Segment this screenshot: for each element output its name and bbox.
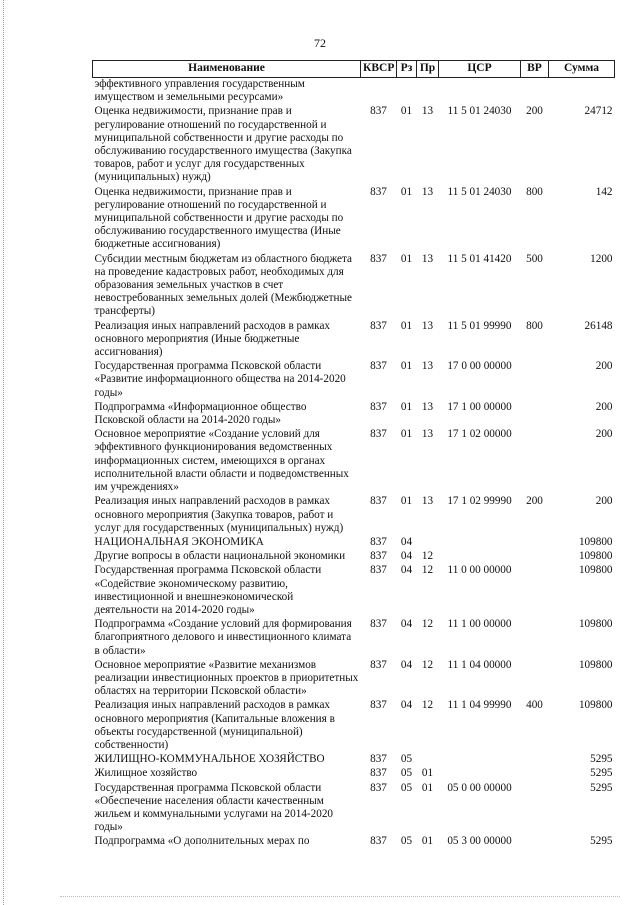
row-name: Жилищное хозяйство (94, 767, 198, 780)
row-rz: 01 (400, 185, 413, 198)
row-name: Основное мероприятие «Создание условий для эффективного функционирования ведомственных информационных систем, имеющихся в органах исполнительной власти области и подведомственных им учреждениях» (94, 428, 349, 494)
row-rz: 01 (400, 400, 413, 413)
row-vr (521, 834, 549, 848)
row-sum: 109800 (578, 564, 613, 577)
row-sum: 5295 (590, 753, 613, 766)
row-kvsr: 837 (370, 658, 387, 671)
row-rz: 04 (400, 550, 413, 563)
row-sum: 5295 (590, 835, 613, 848)
row-csr: 11 5 01 41420 (447, 252, 512, 265)
row-sum: 5295 (590, 781, 613, 794)
row-kvsr: 837 (370, 428, 387, 441)
row-vr: 200 (526, 105, 543, 118)
scan-bottom-line (60, 896, 620, 898)
row-csr (439, 535, 521, 549)
row-name: ЖИЛИЩНО-КОММУНАЛЬНОЕ ХОЗЯЙСТВО (94, 753, 325, 766)
row-kvsr: 837 (370, 835, 387, 848)
row-pr (417, 535, 439, 549)
row-vr: 200 (526, 495, 543, 508)
row-csr: 11 5 01 24030 (447, 105, 512, 118)
row-rz: 01 (400, 428, 413, 441)
row-csr (439, 766, 521, 780)
row-vr (521, 658, 549, 699)
table-row (93, 658, 615, 699)
scan-edge-line (3, 0, 5, 905)
row-pr: 13 (421, 428, 434, 441)
row-pr: 13 (421, 105, 434, 118)
row-pr: 13 (421, 185, 434, 198)
row-vr (521, 535, 549, 549)
header-csr: ЦСР (439, 61, 521, 78)
row-rz: 04 (400, 699, 413, 712)
row-sum (549, 78, 615, 105)
budget-table (92, 60, 615, 849)
row-pr: 12 (421, 550, 434, 563)
table-header-row (93, 61, 615, 78)
header-pr: Пр (417, 61, 439, 78)
row-vr (521, 617, 549, 658)
row-name: Государственная программа Псковской области «Развитие информационного общества на 2014-2020 годы» (94, 360, 346, 399)
table-row (93, 400, 615, 427)
row-kvsr: 837 (370, 767, 387, 780)
row-name: Оценка недвижимости, признание прав и регулирование отношений по государственной и муниципальной собственности и другие расходы по обслуживанию государственного имущества (Иные бюджетные ассигнования) (94, 185, 344, 251)
row-kvsr: 837 (370, 550, 387, 563)
row-pr: 01 (421, 767, 434, 780)
table-row (93, 617, 615, 658)
row-sum: 109800 (578, 658, 613, 671)
row-pr: 13 (421, 400, 434, 413)
row-name: эффективного управления государственным имуществом и земельными ресурсами» (94, 78, 305, 104)
row-rz: 04 (400, 618, 413, 631)
row-pr (417, 752, 439, 766)
table-row (93, 494, 615, 535)
row-pr: 12 (421, 618, 434, 631)
row-csr: 11 1 04 99990 (447, 699, 512, 712)
row-csr: 05 3 00 00000 (447, 835, 512, 848)
row-kvsr: 837 (370, 360, 387, 373)
row-pr: 13 (421, 252, 434, 265)
row-sum: 142 (595, 185, 613, 198)
row-sum: 109800 (578, 699, 613, 712)
row-kvsr: 837 (370, 400, 387, 413)
row-name: Реализация иных направлений расходов в рамках основного мероприятия (Закупка товаров, работ и услуг для государственных (муниципальных) нужд) (94, 495, 344, 534)
row-csr: 11 0 00 00000 (447, 564, 512, 577)
row-name: Подпрограмма «О дополнительных мерах по (94, 835, 310, 848)
row-vr (521, 766, 549, 780)
row-kvsr: 837 (370, 699, 387, 712)
row-sum: 24712 (584, 105, 613, 118)
row-pr: 13 (421, 319, 434, 332)
row-vr (521, 78, 549, 105)
row-rz: 05 (400, 767, 413, 780)
row-rz: 01 (400, 360, 413, 373)
row-sum: 109800 (578, 618, 613, 631)
row-csr: 11 5 01 99990 (447, 319, 512, 332)
row-rz: 05 (400, 753, 413, 766)
table-body (93, 78, 615, 849)
row-csr: 11 1 04 00000 (447, 658, 512, 671)
table-row (93, 781, 615, 835)
row-name: Подпрограмма «Создание условий для формирования благоприятного делового и инвестиционного климата в области» (94, 618, 352, 657)
row-kvsr: 837 (370, 319, 387, 332)
table-row (93, 549, 615, 563)
table-row (93, 185, 615, 252)
row-rz: 01 (400, 319, 413, 332)
header-vr: ВР (521, 61, 549, 78)
row-kvsr: 837 (370, 753, 387, 766)
row-kvsr: 837 (370, 618, 387, 631)
row-sum: 200 (595, 428, 613, 441)
row-kvsr: 837 (370, 495, 387, 508)
row-vr (521, 359, 549, 400)
row-kvsr: 837 (370, 781, 387, 794)
table-row (93, 698, 615, 752)
row-csr: 05 0 00 00000 (447, 781, 512, 794)
row-rz: 01 (400, 495, 413, 508)
row-name: Подпрограмма «Информационное общество Псковской области на 2014-2020 годы» (94, 400, 307, 427)
row-rz: 05 (400, 781, 413, 794)
row-kvsr: 837 (370, 105, 387, 118)
row-vr (521, 781, 549, 835)
table-row (93, 427, 615, 494)
row-name: Другие вопросы в области национальной экономики (94, 550, 346, 563)
table-row (93, 359, 615, 400)
row-rz: 04 (400, 535, 413, 548)
row-name: НАЦИОНАЛЬНАЯ ЭКОНОМИКА (94, 535, 264, 548)
row-sum: 5295 (590, 767, 613, 780)
row-csr: 11 5 01 24030 (447, 185, 512, 198)
row-kvsr: 837 (370, 252, 387, 265)
header-sum: Сумма (549, 61, 615, 78)
row-kvsr: 837 (370, 535, 387, 548)
row-vr (521, 549, 549, 563)
table-row (93, 319, 615, 360)
row-pr: 12 (421, 658, 434, 671)
row-sum: 26148 (584, 319, 613, 332)
row-rz (397, 78, 417, 105)
row-sum: 200 (595, 360, 613, 373)
row-csr: 11 1 00 00000 (447, 618, 512, 631)
row-vr: 500 (526, 252, 543, 265)
row-name: Субсидии местным бюджетам из областного бюджета на проведение кадастровых работ, необходимых для образования земельных участков в счет невостребованных земельных долей (Межбюджетные трансферты) (94, 252, 352, 318)
row-rz: 01 (400, 252, 413, 265)
header-rz: Рз (397, 61, 417, 78)
table-row (93, 78, 615, 105)
row-csr (439, 752, 521, 766)
row-pr: 13 (421, 360, 434, 373)
row-rz: 04 (400, 564, 413, 577)
table-row (93, 563, 615, 617)
header-kvsr: КВСР (361, 61, 397, 78)
row-csr: 17 1 00 00000 (447, 400, 512, 413)
row-pr: 12 (421, 564, 434, 577)
row-rz: 04 (400, 658, 413, 671)
row-kvsr: 837 (370, 564, 387, 577)
table-row (93, 535, 615, 549)
row-csr: 17 1 02 99990 (447, 495, 512, 508)
row-vr (521, 563, 549, 617)
row-vr (521, 400, 549, 427)
row-csr: 17 0 00 00000 (447, 360, 512, 373)
table-row (93, 104, 615, 184)
row-csr: 17 1 02 00000 (447, 428, 512, 441)
row-sum: 1200 (590, 252, 613, 265)
table-row (93, 752, 615, 766)
row-name: Государственная программа Псковской области «Обеспечение населения области качественным жильем и коммунальными услугами на 2014-2020 годы» (94, 781, 334, 834)
row-kvsr (361, 78, 397, 105)
page-number: 72 (314, 36, 326, 50)
row-vr: 400 (526, 699, 543, 712)
row-vr: 800 (526, 319, 543, 332)
row-sum: 109800 (578, 550, 613, 563)
row-name: Реализация иных направлений расходов в рамках основного мероприятия (Иные бюджетные ассигнования) (94, 319, 331, 359)
row-pr: 12 (421, 699, 434, 712)
row-pr: 01 (421, 835, 434, 848)
row-name: Основное мероприятие «Развитие механизмов реализации инвестиционных проектов в приоритетных областях на территории Псковской области» (94, 658, 359, 698)
row-sum: 200 (595, 495, 613, 508)
row-vr (521, 427, 549, 494)
table-row (93, 766, 615, 780)
row-rz: 01 (400, 105, 413, 118)
row-name: Реализация иных направлений расходов в рамках основного мероприятия (Капитальные вложения в объекты государственной (муниципальной) собственности) (94, 699, 335, 751)
row-pr (417, 78, 439, 105)
row-pr: 01 (421, 781, 434, 794)
row-kvsr: 837 (370, 185, 387, 198)
row-sum: 200 (595, 400, 613, 413)
table-row (93, 252, 615, 319)
row-rz: 05 (400, 835, 413, 848)
row-name: Государственная программа Псковской области «Содействие экономическому развитию, инвестиционной и внешнеэкономической деятельности на 2014-2020 годы» (94, 564, 322, 616)
table-row (93, 834, 615, 848)
row-pr: 13 (421, 495, 434, 508)
row-vr (521, 752, 549, 766)
row-sum: 109800 (578, 535, 613, 548)
row-csr (439, 78, 521, 105)
row-csr (439, 549, 521, 563)
header-name: Наименование (93, 61, 361, 78)
row-vr: 800 (526, 185, 543, 198)
row-name: Оценка недвижимости, признание прав и регулирование отношений по государственной и муниципальной собственности и другие расходы по обслуживанию государственного имущества (Закупка товаров, работ и услуг для государственных (муниципальных) нужд) (94, 105, 352, 184)
